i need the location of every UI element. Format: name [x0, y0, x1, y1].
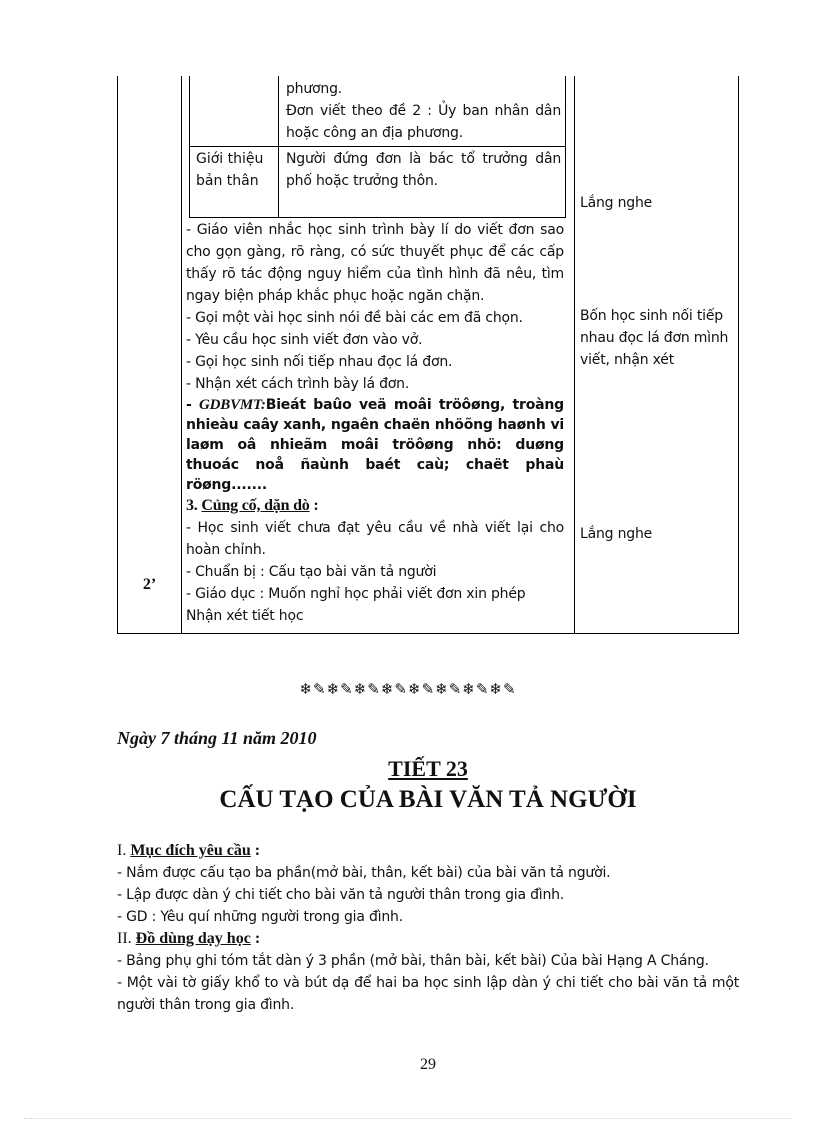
lesson-title: TIẾT 23 — [388, 756, 468, 781]
list-item: - Nắm được cấu tạo ba phần(mở bài, thân, kết bài) của bài văn tả người. — [117, 865, 611, 881]
page-footer-rule — [24, 1118, 792, 1119]
teacher-line: - Giáo viên nhắc học sinh trình bày lí do viết đơn sao cho gọn gàng, rõ ràng, có sức thuyết phục để các cấp thấy rõ tác động nguy hiểm của tình hình đã nêu, tìm ngay biện pháp khắc phục hoặc ngăn chặn. — [186, 222, 564, 304]
nested-row-divider — [190, 146, 565, 147]
time-cell: 2’ — [142, 576, 157, 593]
student-activity: Lắng nghe — [580, 195, 653, 211]
list-item: - Một vài tờ giấy khổ to và bút dạ để hai ba học sinh lập dàn ý chi tiết cho bài văn tả một người thân trong gia đình. — [117, 975, 739, 1013]
lesson-date: Ngày 7 tháng 11 năm 2010 — [117, 728, 317, 748]
lesson-body — [117, 840, 739, 1016]
list-item: - GD : Yêu quí những người trong gia đình. — [117, 909, 403, 925]
lesson-subtitle: CẤU TẠO CỦA BÀI VĂN TẢ NGƯỜI — [219, 786, 637, 813]
list-item: - Lập được dàn ý chi tiết cho bài văn tả người thân trong gia đình. — [117, 887, 565, 903]
student-activity: Bốn học sinh nối tiếp nhau đọc lá đơn mình viết, nhận xét — [580, 308, 729, 368]
section-1-heading: I. Mục đích yêu cầu : — [117, 842, 261, 859]
teacher-line: - Gọi một vài học sinh nói đề bài các em đã chọn. — [186, 310, 523, 326]
environment-note: - GDBVMT:Bieát baûo veä moâi tröôøng, troàng nhieàu caây xanh, ngaên chaën nhöõng haønh vi laøm oâ nhieãm moâi tröôøng nhö: duøng thuoác noå ñaùnh baét caù; chaët phaù röøng....... — [186, 397, 564, 493]
nested-cell: phương. Đơn viết theo đề 2 : Ủy ban nhân dân hoặc công an địa phương. — [286, 81, 561, 141]
closing-line: - Giáo dục : Muốn nghỉ học phải viết đơn xin phép — [186, 586, 526, 602]
closing-line: - Học sinh viết chưa đạt yêu cầu về nhà viết lại cho hoàn chỉnh. — [186, 520, 564, 558]
student-activity: Lắng nghe — [580, 526, 653, 542]
teacher-line: - Nhận xét cách trình bày lá đơn. — [186, 376, 410, 392]
list-item: - Bảng phụ ghi tóm tắt dàn ý 3 phần (mở bài, thân bài, kết bài) Của bài Hạng A Cháng. — [117, 953, 709, 969]
closing-line: Nhận xét tiết học — [186, 608, 304, 624]
section-2-heading: II. Đồ dùng dạy học : — [117, 930, 261, 947]
closing-line: - Chuẩn bị : Cấu tạo bài văn tả người — [186, 564, 437, 580]
column-divider — [574, 76, 575, 633]
nested-cell-label: Giới thiệu bản thân — [196, 151, 264, 189]
nested-cell: Người đứng đơn là bác tổ trưởng dân phố hoặc trưởng thôn. — [286, 151, 561, 189]
teacher-line: - Yêu cầu học sinh viết đơn vào vở. — [186, 332, 423, 348]
teacher-line: - Gọi học sinh nối tiếp nhau đọc lá đơn. — [186, 354, 453, 370]
teacher-activities — [186, 219, 564, 627]
environment-label: GDBVMT: — [199, 397, 266, 413]
ornament-divider: ❄✎❄✎❄✎❄✎❄✎❄✎❄✎❄✎ — [299, 680, 517, 698]
page-number: 29 — [420, 1056, 436, 1073]
section-3-heading: 3. Củng cố, dặn dò : — [186, 497, 319, 514]
nested-table — [189, 76, 566, 218]
column-divider — [181, 76, 182, 633]
